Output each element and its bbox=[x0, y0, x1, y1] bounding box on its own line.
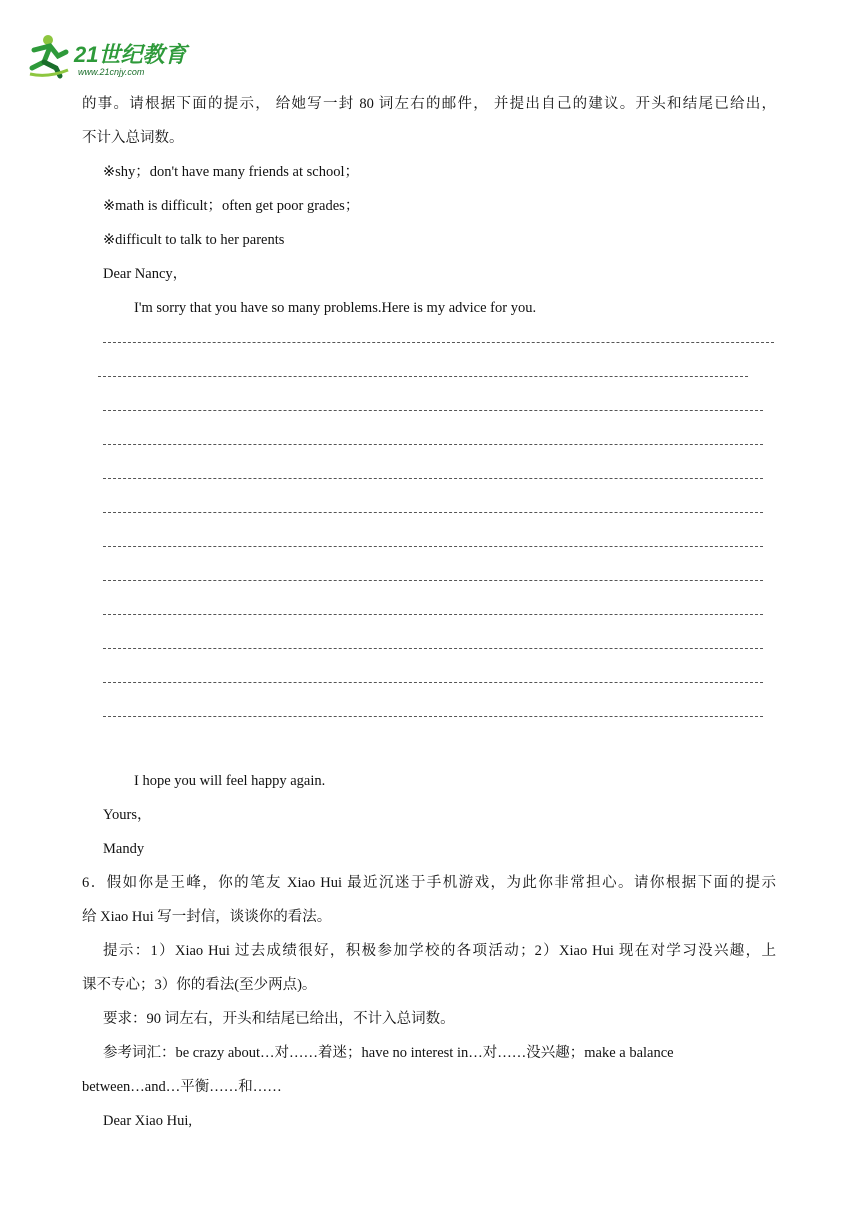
writing-line bbox=[103, 546, 763, 547]
intro-line-1: 的事。请根据下面的提示， 给她写一封 80 词左右的邮件， 并提出自己的建议。开头和结尾已给出， bbox=[82, 96, 776, 112]
letter-greeting: Dear Nancy， bbox=[103, 266, 188, 282]
q6-tips-line-1: 提示：1）Xiao Hui 过去成绩很好，积极参加学校的各项活动；2）Xiao Hui 现在对学习没兴趣，上 bbox=[103, 943, 776, 959]
letter-signoff: Yours， bbox=[103, 807, 152, 823]
letter-opening: I'm sorry that you have so many problems.Here is my advice for you. bbox=[134, 300, 537, 316]
q6-tips-line-2: 课不专心；3）你的看法(至少两点)。 bbox=[82, 977, 317, 993]
q6-requirement: 要求：90 词左右，开头和结尾已给出，不计入总词数。 bbox=[103, 1011, 455, 1027]
logo-url: www.21cnjy.com bbox=[78, 67, 145, 77]
hint-3: ※difficult to talk to her parents bbox=[103, 232, 285, 248]
logo-wordmark: 21世纪教育 bbox=[74, 42, 187, 67]
writing-line bbox=[103, 614, 763, 615]
writing-line bbox=[103, 682, 763, 683]
writing-line bbox=[103, 410, 763, 411]
hint-1: ※shy；don't have many friends at school； bbox=[103, 164, 359, 180]
intro-line-2: 不计入总词数。 bbox=[82, 130, 184, 146]
writing-line bbox=[103, 648, 763, 649]
q6-vocab-line-2: between…and…平衡……和…… bbox=[82, 1079, 282, 1095]
q6-line-2: 给 Xiao Hui 写一封信，谈谈你的看法。 bbox=[82, 909, 332, 925]
letter-signature: Mandy bbox=[103, 841, 145, 857]
writing-line bbox=[103, 716, 763, 717]
q6-line-1: 6．假如你是王峰，你的笔友 Xiao Hui 最近沉迷于手机游戏，为此你非常担心。请你根据下面的提示 bbox=[82, 875, 776, 891]
hint-2: ※math is difficult；often get poor grades； bbox=[103, 198, 360, 214]
writing-line bbox=[98, 376, 748, 377]
letter-closing: I hope you will feel happy again. bbox=[134, 773, 326, 789]
writing-line bbox=[103, 478, 763, 479]
running-man-icon bbox=[30, 35, 68, 76]
writing-line bbox=[103, 512, 763, 513]
writing-line bbox=[103, 444, 763, 445]
writing-line bbox=[103, 342, 774, 343]
q6-greeting: Dear Xiao Hui, bbox=[103, 1113, 192, 1129]
q6-vocab-line-1: 参考词汇：be crazy about…对……着迷；have no interest in…对……没兴趣；make a balance bbox=[103, 1045, 674, 1061]
logo-21cnjy bbox=[28, 30, 198, 80]
writing-line bbox=[103, 580, 763, 581]
